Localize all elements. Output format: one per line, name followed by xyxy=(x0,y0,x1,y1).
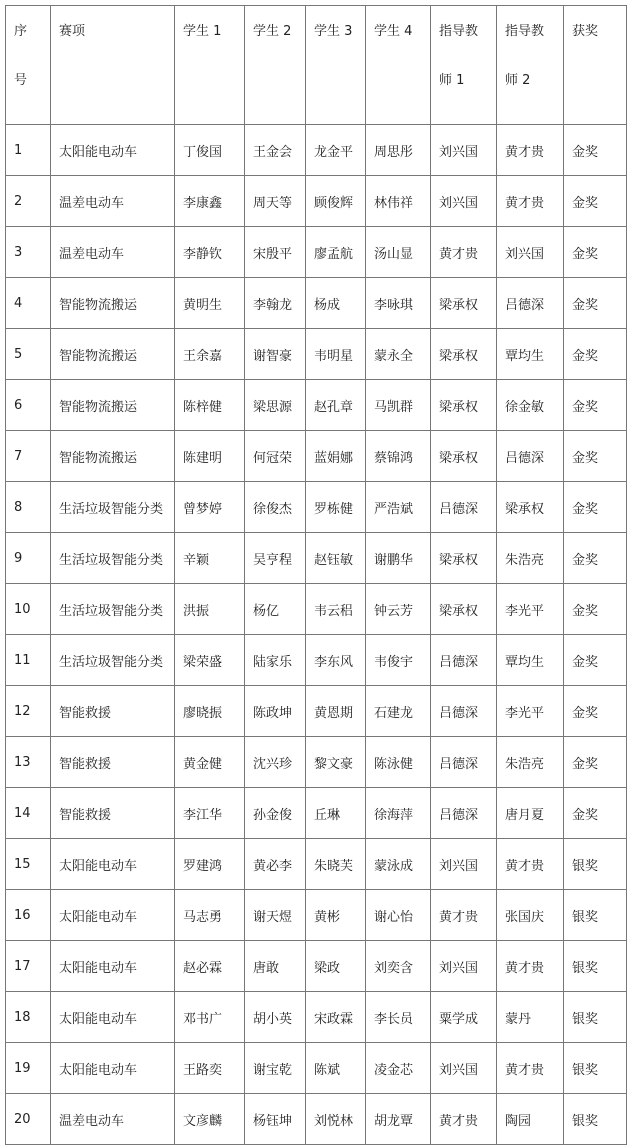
cell-teacher1: 黄才贵 xyxy=(431,890,497,941)
cell-award: 金奖 xyxy=(564,788,627,839)
cell-teacher1: 吕德深 xyxy=(431,686,497,737)
cell-teacher1: 梁承权 xyxy=(431,329,497,380)
cell-award: 银奖 xyxy=(564,941,627,992)
cell-student1: 李康鑫 xyxy=(175,176,245,227)
cell-award: 金奖 xyxy=(564,686,627,737)
header-award-label: 获奖 xyxy=(572,24,599,39)
table-row xyxy=(6,584,627,635)
cell-award: 金奖 xyxy=(564,278,627,329)
cell-student3: 朱晓芙 xyxy=(306,839,366,890)
cell-student1: 王路奕 xyxy=(175,1043,245,1094)
header-teacher1-line2: 师 1 xyxy=(439,73,465,88)
cell-student1: 梁荣盛 xyxy=(175,635,245,686)
cell-student1: 陈建明 xyxy=(175,431,245,482)
cell-student2: 谢智豪 xyxy=(245,329,306,380)
cell-student4: 石建龙 xyxy=(366,686,431,737)
cell-award: 金奖 xyxy=(564,533,627,584)
cell-student2: 沈兴珍 xyxy=(245,737,306,788)
cell-student2: 杨钰坤 xyxy=(245,1094,306,1145)
cell-teacher2: 刘兴国 xyxy=(497,227,564,278)
cell-teacher2: 徐金敏 xyxy=(497,380,564,431)
cell-award: 银奖 xyxy=(564,839,627,890)
cell-student1: 丁俊国 xyxy=(175,125,245,176)
cell-event: 生活垃圾智能分类 xyxy=(51,482,175,533)
cell-teacher1: 刘兴国 xyxy=(431,125,497,176)
header-teacher2 xyxy=(497,6,564,125)
cell-teacher1: 梁承权 xyxy=(431,584,497,635)
cell-teacher1: 吕德深 xyxy=(431,788,497,839)
cell-student3: 梁政 xyxy=(306,941,366,992)
header-student3-label: 学生 3 xyxy=(314,24,353,39)
cell-student3: 刘悦林 xyxy=(306,1094,366,1145)
cell-teacher2: 蒙丹 xyxy=(497,992,564,1043)
cell-student2: 胡小英 xyxy=(245,992,306,1043)
header-index xyxy=(6,6,51,125)
cell-student3: 韦云稆 xyxy=(306,584,366,635)
header-event-label: 赛项 xyxy=(59,24,86,39)
cell-student3: 蓝娟娜 xyxy=(306,431,366,482)
cell-event: 生活垃圾智能分类 xyxy=(51,533,175,584)
table-row xyxy=(6,380,627,431)
cell-student1: 黄金健 xyxy=(175,737,245,788)
table-row xyxy=(6,533,627,584)
cell-index: 5 xyxy=(6,329,51,380)
cell-student4: 蒙泳成 xyxy=(366,839,431,890)
cell-student1: 文彦麟 xyxy=(175,1094,245,1145)
table-row xyxy=(6,1094,627,1145)
cell-event: 太阳能电动车 xyxy=(51,890,175,941)
cell-student4: 李长员 xyxy=(366,992,431,1043)
table-row xyxy=(6,329,627,380)
cell-event: 智能物流搬运 xyxy=(51,278,175,329)
cell-teacher2: 吕德深 xyxy=(497,278,564,329)
cell-award: 金奖 xyxy=(564,584,627,635)
cell-teacher1: 黄才贵 xyxy=(431,227,497,278)
cell-index: 2 xyxy=(6,176,51,227)
cell-event: 智能物流搬运 xyxy=(51,431,175,482)
cell-event: 智能救援 xyxy=(51,737,175,788)
cell-student4: 蒙永全 xyxy=(366,329,431,380)
cell-award: 银奖 xyxy=(564,992,627,1043)
table-row xyxy=(6,1043,627,1094)
header-index-line2: 号 xyxy=(14,73,28,88)
cell-student1: 李江华 xyxy=(175,788,245,839)
cell-student2: 何冠荣 xyxy=(245,431,306,482)
cell-event: 智能救援 xyxy=(51,686,175,737)
cell-student2: 黄必李 xyxy=(245,839,306,890)
cell-student3: 罗栋健 xyxy=(306,482,366,533)
cell-student1: 曾梦婷 xyxy=(175,482,245,533)
header-teacher2-line1: 指导教 xyxy=(505,24,545,39)
header-student1 xyxy=(175,6,245,125)
cell-student4: 凌金芯 xyxy=(366,1043,431,1094)
cell-award: 金奖 xyxy=(564,176,627,227)
cell-student2: 吴亨程 xyxy=(245,533,306,584)
cell-student2: 唐敢 xyxy=(245,941,306,992)
header-event xyxy=(51,6,175,125)
table-row xyxy=(6,125,627,176)
cell-event: 智能物流搬运 xyxy=(51,329,175,380)
cell-teacher2: 覃均生 xyxy=(497,329,564,380)
cell-award: 金奖 xyxy=(564,329,627,380)
cell-teacher2: 吕德深 xyxy=(497,431,564,482)
cell-award: 银奖 xyxy=(564,890,627,941)
cell-teacher2: 陶园 xyxy=(497,1094,564,1145)
cell-event: 温差电动车 xyxy=(51,1094,175,1145)
cell-teacher1: 梁承权 xyxy=(431,533,497,584)
cell-index: 12 xyxy=(6,686,51,737)
cell-student1: 赵必霖 xyxy=(175,941,245,992)
cell-student1: 罗建鸿 xyxy=(175,839,245,890)
cell-student3: 韦明星 xyxy=(306,329,366,380)
cell-teacher2: 朱浩亮 xyxy=(497,737,564,788)
cell-award: 银奖 xyxy=(564,1043,627,1094)
cell-student1: 洪振 xyxy=(175,584,245,635)
cell-teacher1: 刘兴国 xyxy=(431,839,497,890)
cell-student3: 黄恩期 xyxy=(306,686,366,737)
cell-index: 7 xyxy=(6,431,51,482)
cell-teacher1: 刘兴国 xyxy=(431,1043,497,1094)
cell-student4: 刘奕含 xyxy=(366,941,431,992)
cell-index: 1 xyxy=(6,125,51,176)
cell-event: 温差电动车 xyxy=(51,176,175,227)
cell-award: 金奖 xyxy=(564,125,627,176)
cell-index: 18 xyxy=(6,992,51,1043)
cell-student4: 谢心怡 xyxy=(366,890,431,941)
table-row xyxy=(6,227,627,278)
cell-student1: 黄明生 xyxy=(175,278,245,329)
cell-student2: 杨亿 xyxy=(245,584,306,635)
cell-award: 银奖 xyxy=(564,1094,627,1145)
cell-student1: 廖晓振 xyxy=(175,686,245,737)
cell-index: 13 xyxy=(6,737,51,788)
cell-student2: 李翰龙 xyxy=(245,278,306,329)
cell-student2: 周天等 xyxy=(245,176,306,227)
cell-student2: 谢天煜 xyxy=(245,890,306,941)
cell-teacher2: 黄才贵 xyxy=(497,125,564,176)
cell-index: 8 xyxy=(6,482,51,533)
cell-student1: 辛颖 xyxy=(175,533,245,584)
table-row xyxy=(6,482,627,533)
cell-teacher2: 张国庆 xyxy=(497,890,564,941)
cell-student4: 徐海萍 xyxy=(366,788,431,839)
awards-table xyxy=(5,5,627,1145)
cell-student4: 谢鹏华 xyxy=(366,533,431,584)
table-row xyxy=(6,737,627,788)
header-award xyxy=(564,6,627,125)
cell-index: 19 xyxy=(6,1043,51,1094)
cell-index: 17 xyxy=(6,941,51,992)
cell-event: 生活垃圾智能分类 xyxy=(51,635,175,686)
cell-index: 3 xyxy=(6,227,51,278)
cell-teacher2: 黄才贵 xyxy=(497,941,564,992)
header-student4 xyxy=(366,6,431,125)
cell-teacher1: 梁承权 xyxy=(431,380,497,431)
table-row xyxy=(6,176,627,227)
cell-student4: 林伟祥 xyxy=(366,176,431,227)
cell-teacher2: 黄才贵 xyxy=(497,1043,564,1094)
cell-student3: 赵钰敏 xyxy=(306,533,366,584)
cell-event: 太阳能电动车 xyxy=(51,1043,175,1094)
cell-student4: 钟云芳 xyxy=(366,584,431,635)
header-teacher2-line2: 师 2 xyxy=(505,73,531,88)
cell-award: 金奖 xyxy=(564,635,627,686)
cell-student3: 顾俊辉 xyxy=(306,176,366,227)
header-teacher1-line1: 指导教 xyxy=(439,24,479,39)
cell-index: 10 xyxy=(6,584,51,635)
cell-student3: 龙金平 xyxy=(306,125,366,176)
cell-award: 金奖 xyxy=(564,431,627,482)
cell-teacher1: 粟学成 xyxy=(431,992,497,1043)
cell-index: 6 xyxy=(6,380,51,431)
cell-teacher1: 黄才贵 xyxy=(431,1094,497,1145)
cell-student3: 杨成 xyxy=(306,278,366,329)
cell-student3: 黎文豪 xyxy=(306,737,366,788)
cell-student3: 陈斌 xyxy=(306,1043,366,1094)
table-row xyxy=(6,890,627,941)
cell-teacher1: 吕德深 xyxy=(431,482,497,533)
cell-index: 4 xyxy=(6,278,51,329)
cell-student2: 徐俊杰 xyxy=(245,482,306,533)
header-student2 xyxy=(245,6,306,125)
cell-teacher1: 吕德深 xyxy=(431,737,497,788)
cell-event: 生活垃圾智能分类 xyxy=(51,584,175,635)
cell-student3: 李东风 xyxy=(306,635,366,686)
table-row xyxy=(6,839,627,890)
cell-student2: 陈政坤 xyxy=(245,686,306,737)
cell-student2: 陆家乐 xyxy=(245,635,306,686)
cell-student3: 宋政霖 xyxy=(306,992,366,1043)
cell-teacher2: 朱浩亮 xyxy=(497,533,564,584)
cell-teacher1: 吕德深 xyxy=(431,635,497,686)
cell-index: 16 xyxy=(6,890,51,941)
cell-teacher2: 李光平 xyxy=(497,584,564,635)
cell-teacher2: 黄才贵 xyxy=(497,176,564,227)
cell-student4: 陈泳健 xyxy=(366,737,431,788)
cell-event: 太阳能电动车 xyxy=(51,125,175,176)
cell-award: 金奖 xyxy=(564,227,627,278)
cell-event: 智能物流搬运 xyxy=(51,380,175,431)
cell-student4: 周思彤 xyxy=(366,125,431,176)
table-row xyxy=(6,992,627,1043)
table-row xyxy=(6,278,627,329)
cell-event: 太阳能电动车 xyxy=(51,992,175,1043)
table-row xyxy=(6,941,627,992)
cell-award: 金奖 xyxy=(564,380,627,431)
cell-teacher1: 刘兴国 xyxy=(431,941,497,992)
cell-teacher2: 唐月夏 xyxy=(497,788,564,839)
header-teacher1 xyxy=(431,6,497,125)
header-student1-label: 学生 1 xyxy=(183,24,222,39)
cell-student4: 严浩斌 xyxy=(366,482,431,533)
header-student3 xyxy=(306,6,366,125)
cell-student3: 丘琳 xyxy=(306,788,366,839)
cell-student2: 宋殷平 xyxy=(245,227,306,278)
table-row xyxy=(6,431,627,482)
cell-student2: 孙金俊 xyxy=(245,788,306,839)
cell-student4: 李咏琪 xyxy=(366,278,431,329)
header-student2-label: 学生 2 xyxy=(253,24,292,39)
cell-student2: 梁思源 xyxy=(245,380,306,431)
header-student4-label: 学生 4 xyxy=(374,24,413,39)
cell-index: 20 xyxy=(6,1094,51,1145)
cell-student3: 黄彬 xyxy=(306,890,366,941)
cell-index: 9 xyxy=(6,533,51,584)
header-index-line1: 序 xyxy=(14,24,28,39)
cell-event: 温差电动车 xyxy=(51,227,175,278)
cell-student1: 陈梓健 xyxy=(175,380,245,431)
cell-index: 14 xyxy=(6,788,51,839)
cell-teacher2: 李光平 xyxy=(497,686,564,737)
cell-student1: 邓书广 xyxy=(175,992,245,1043)
table-header-row xyxy=(6,6,627,125)
cell-teacher2: 覃均生 xyxy=(497,635,564,686)
cell-event: 太阳能电动车 xyxy=(51,941,175,992)
cell-teacher2: 黄才贵 xyxy=(497,839,564,890)
table-row xyxy=(6,788,627,839)
cell-teacher1: 梁承权 xyxy=(431,278,497,329)
cell-award: 金奖 xyxy=(564,482,627,533)
cell-student4: 胡龙覃 xyxy=(366,1094,431,1145)
cell-student4: 蔡锦鸿 xyxy=(366,431,431,482)
cell-student4: 汤山显 xyxy=(366,227,431,278)
cell-student1: 马志勇 xyxy=(175,890,245,941)
cell-event: 智能救援 xyxy=(51,788,175,839)
cell-student3: 廖孟航 xyxy=(306,227,366,278)
cell-index: 11 xyxy=(6,635,51,686)
table-row xyxy=(6,635,627,686)
cell-index: 15 xyxy=(6,839,51,890)
awards-table-container xyxy=(5,5,627,1145)
cell-teacher1: 梁承权 xyxy=(431,431,497,482)
cell-student2: 谢宝乾 xyxy=(245,1043,306,1094)
cell-student2: 王金会 xyxy=(245,125,306,176)
cell-student4: 韦俊宇 xyxy=(366,635,431,686)
cell-teacher2: 梁承权 xyxy=(497,482,564,533)
cell-event: 太阳能电动车 xyxy=(51,839,175,890)
cell-teacher1: 刘兴国 xyxy=(431,176,497,227)
cell-student3: 赵孔章 xyxy=(306,380,366,431)
cell-student1: 王余嘉 xyxy=(175,329,245,380)
cell-student1: 李静钦 xyxy=(175,227,245,278)
cell-award: 金奖 xyxy=(564,737,627,788)
table-row xyxy=(6,686,627,737)
cell-student4: 马凯群 xyxy=(366,380,431,431)
